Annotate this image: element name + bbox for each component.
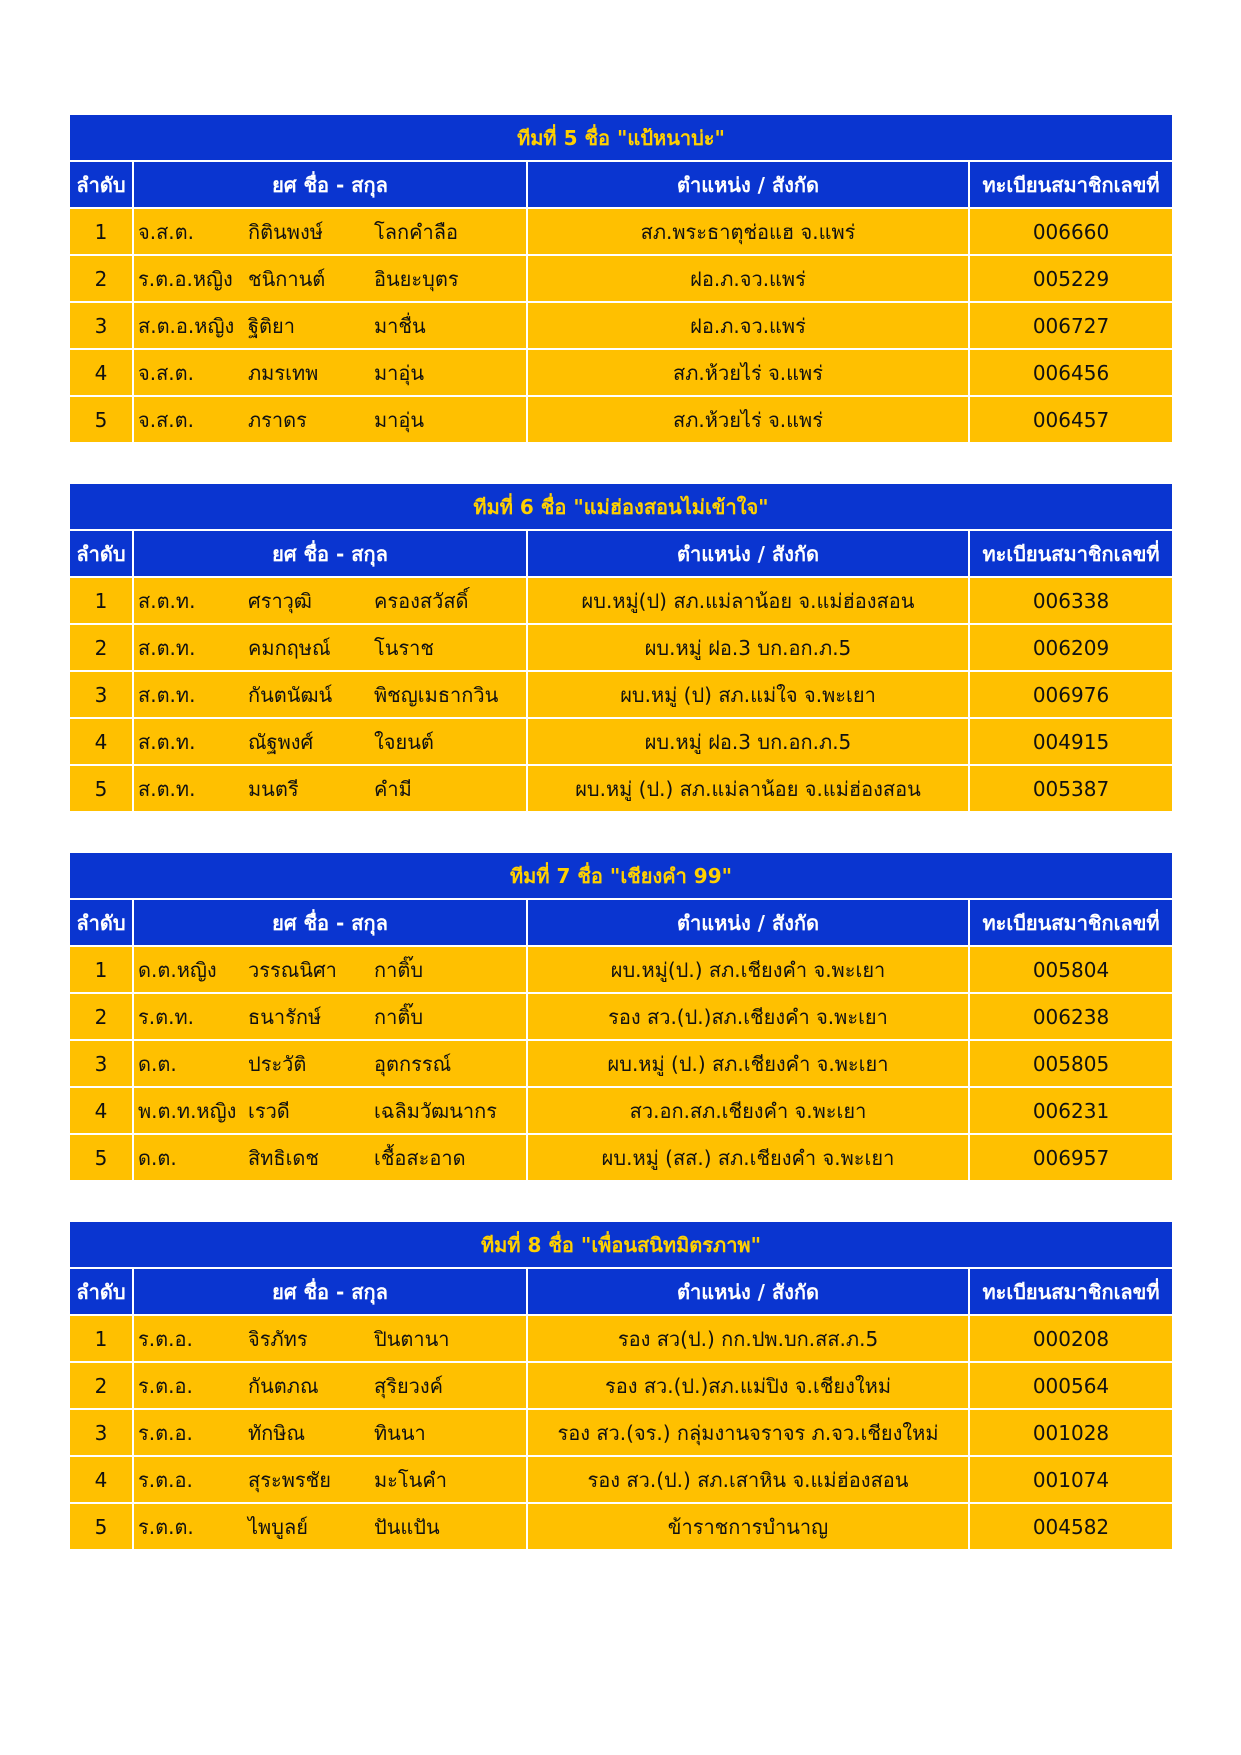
team-title: ทีมที่ 6 ชื่อ "แม่ฮ่องสอนไม่เข้าใจ" <box>69 483 1173 530</box>
first-name: กันตภณ <box>248 1373 319 1398</box>
table-row <box>69 255 1173 302</box>
first-name: ภราดร <box>248 407 307 432</box>
rank: ร.ต.อ. <box>138 1326 193 1351</box>
row-name <box>133 349 527 396</box>
row-no: 4 <box>69 718 133 765</box>
table-row <box>69 1503 1173 1550</box>
row-name <box>133 396 527 443</box>
table-row <box>69 765 1173 812</box>
row-no: 4 <box>69 1456 133 1503</box>
header-no: ลำดับ <box>69 161 133 208</box>
row-member: 005387 <box>969 765 1173 812</box>
row-position: ผบ.หมู่ (ป.) สภ.แม่ลาน้อย จ.แม่ฮ่องสอน <box>527 765 969 812</box>
row-position: ผบ.หมู่ (สส.) สภ.เชียงคำ จ.พะเยา <box>527 1134 969 1181</box>
row-member: 006727 <box>969 302 1173 349</box>
last-name: ปันแปัน <box>374 1514 440 1539</box>
row-no: 1 <box>69 946 133 993</box>
team-title: ทีมที่ 8 ชื่อ "เพื่อนสนิทมิตรภาพ" <box>69 1221 1173 1268</box>
table-row <box>69 718 1173 765</box>
table-row <box>69 1087 1173 1134</box>
last-name: มาอุ่น <box>374 360 425 385</box>
rank: ส.ต.ท. <box>138 729 196 754</box>
first-name: สุระพรชัย <box>248 1467 331 1492</box>
row-no: 4 <box>69 349 133 396</box>
table-row <box>69 1362 1173 1409</box>
first-name: เรวดี <box>248 1098 290 1123</box>
row-name <box>133 1362 527 1409</box>
row-position: รอง สว.(ป.)สภ.แม่ปิง จ.เชียงใหม่ <box>527 1362 969 1409</box>
row-no: 1 <box>69 1315 133 1362</box>
row-name <box>133 718 527 765</box>
row-member: 005229 <box>969 255 1173 302</box>
table-row <box>69 624 1173 671</box>
first-name: กิตินพงษ์ <box>248 219 323 244</box>
table-row <box>69 396 1173 443</box>
row-member: 006457 <box>969 396 1173 443</box>
header-member: ทะเบียนสมาชิกเลขที่ <box>969 899 1173 946</box>
table-row <box>69 208 1173 255</box>
last-name: ใจยนต์ <box>374 729 434 754</box>
row-member: 006456 <box>969 349 1173 396</box>
row-position: รอง สว.(จร.) กลุ่มงานจราจร ภ.จว.เชียงใหม่ <box>527 1409 969 1456</box>
first-name: ภมรเทพ <box>248 360 319 385</box>
rank: ส.ต.ท. <box>138 635 196 660</box>
last-name: โนราช <box>374 635 434 660</box>
rank: ร.ต.อ. <box>138 1467 193 1492</box>
row-position: ฝอ.ภ.จว.แพร่ <box>527 302 969 349</box>
row-no: 1 <box>69 577 133 624</box>
first-name: ณัฐพงศ์ <box>248 729 314 754</box>
header-name: ยศ ชื่อ - สกุล <box>133 530 527 577</box>
header-position: ตำแหน่ง / สังกัด <box>527 1268 969 1315</box>
row-name <box>133 208 527 255</box>
row-no: 5 <box>69 396 133 443</box>
row-member: 005804 <box>969 946 1173 993</box>
first-name: ประวัติ <box>248 1051 307 1076</box>
row-member: 000208 <box>969 1315 1173 1362</box>
table-row <box>69 1315 1173 1362</box>
row-member: 006209 <box>969 624 1173 671</box>
row-member: 006338 <box>969 577 1173 624</box>
last-name: โลกคำลือ <box>374 219 458 244</box>
row-member: 001028 <box>969 1409 1173 1456</box>
first-name: ฐิติยา <box>248 313 295 338</box>
row-name <box>133 302 527 349</box>
last-name: สุริยวงค์ <box>374 1373 444 1398</box>
rank: จ.ส.ต. <box>138 219 194 244</box>
row-member: 004915 <box>969 718 1173 765</box>
first-name: ศราวุฒิ <box>248 588 312 613</box>
table-row <box>69 671 1173 718</box>
header-no: ลำดับ <box>69 899 133 946</box>
rank: ส.ต.อ.หญิง <box>138 313 235 338</box>
row-position: ฝอ.ภ.จว.แพร่ <box>527 255 969 302</box>
table-row <box>69 1456 1173 1503</box>
last-name: พิชญเมธากวิน <box>374 682 499 707</box>
rank: ร.ต.อ. <box>138 1373 193 1398</box>
table-row <box>69 1134 1173 1181</box>
rank: ร.ต.อ. <box>138 1420 193 1445</box>
first-name: คมกฤษณ์ <box>248 635 331 660</box>
row-position: ผบ.หมู่ ฝอ.3 บก.อก.ภ.5 <box>527 624 969 671</box>
team-title: ทีมที่ 5 ชื่อ "แป้หนาบ่ะ" <box>69 114 1173 161</box>
team-table-8 <box>68 1220 1174 1551</box>
first-name: มนตรี <box>248 776 299 801</box>
row-no: 5 <box>69 1503 133 1550</box>
row-no: 3 <box>69 1409 133 1456</box>
first-name: สิทธิเดช <box>248 1145 319 1170</box>
row-member: 000564 <box>969 1362 1173 1409</box>
header-member: ทะเบียนสมาชิกเลขที่ <box>969 161 1173 208</box>
rank: ร.ต.ท. <box>138 1004 194 1029</box>
table-row <box>69 1040 1173 1087</box>
team-table-6 <box>68 482 1174 813</box>
row-position: รอง สว(ป.) กก.ปพ.บก.สส.ภ.5 <box>527 1315 969 1362</box>
row-position: ผบ.หมู่(ป.) สภ.เชียงคำ จ.พะเยา <box>527 946 969 993</box>
last-name: มะโนคำ <box>374 1467 447 1492</box>
row-no: 3 <box>69 302 133 349</box>
last-name: กาติ๊บ <box>374 1004 424 1029</box>
rank: ด.ต.หญิง <box>138 957 217 982</box>
first-name: ธนารักษ์ <box>248 1004 322 1029</box>
row-member: 004582 <box>969 1503 1173 1550</box>
row-member: 006957 <box>969 1134 1173 1181</box>
row-member: 001074 <box>969 1456 1173 1503</box>
header-no: ลำดับ <box>69 530 133 577</box>
table-row <box>69 1409 1173 1456</box>
last-name: อุตกรรณ์ <box>374 1051 452 1076</box>
last-name: ทินนา <box>374 1420 426 1445</box>
table-row <box>69 349 1173 396</box>
rank: ส.ต.ท. <box>138 588 196 613</box>
first-name: วรรณนิศา <box>248 957 337 982</box>
row-position: รอง สว.(ป.)สภ.เชียงคำ จ.พะเยา <box>527 993 969 1040</box>
row-position: ผบ.หมู่(ป) สภ.แม่ลาน้อย จ.แม่ฮ่องสอน <box>527 577 969 624</box>
table-row <box>69 302 1173 349</box>
first-name: ทักษิณ <box>248 1420 306 1445</box>
row-position: สภ.ห้วยไร่ จ.แพร่ <box>527 349 969 396</box>
row-name <box>133 946 527 993</box>
row-no: 2 <box>69 255 133 302</box>
rank: ส.ต.ท. <box>138 776 196 801</box>
rank: จ.ส.ต. <box>138 360 194 385</box>
header-member: ทะเบียนสมาชิกเลขที่ <box>969 530 1173 577</box>
last-name: อินยะบุตร <box>374 266 459 291</box>
row-position: สภ.พระธาตุช่อแฮ จ.แพร่ <box>527 208 969 255</box>
row-no: 1 <box>69 208 133 255</box>
row-name <box>133 993 527 1040</box>
first-name: ชนิกานต์ <box>248 266 326 291</box>
header-no: ลำดับ <box>69 1268 133 1315</box>
last-name: เฉลิมวัฒนากร <box>374 1098 497 1123</box>
row-member: 006976 <box>969 671 1173 718</box>
header-position: ตำแหน่ง / สังกัด <box>527 899 969 946</box>
row-position: ผบ.หมู่ ฝอ.3 บก.อก.ภ.5 <box>527 718 969 765</box>
row-name <box>133 577 527 624</box>
header-name: ยศ ชื่อ - สกุล <box>133 1268 527 1315</box>
table-row <box>69 946 1173 993</box>
last-name: เชื้อสะอาด <box>374 1145 466 1170</box>
row-name <box>133 624 527 671</box>
last-name: คำมี <box>374 776 412 801</box>
row-position: ผบ.หมู่ (ป) สภ.แม่ใจ จ.พะเยา <box>527 671 969 718</box>
row-name <box>133 671 527 718</box>
header-position: ตำแหน่ง / สังกัด <box>527 530 969 577</box>
row-name <box>133 1409 527 1456</box>
last-name: ปินตานา <box>374 1326 450 1351</box>
row-member: 006660 <box>969 208 1173 255</box>
table-row <box>69 993 1173 1040</box>
last-name: มาชื่น <box>374 313 426 338</box>
first-name: ไพบูลย์ <box>248 1514 308 1539</box>
row-name <box>133 255 527 302</box>
header-name: ยศ ชื่อ - สกุล <box>133 161 527 208</box>
last-name: กาติ๊บ <box>374 957 424 982</box>
row-no: 2 <box>69 993 133 1040</box>
header-position: ตำแหน่ง / สังกัด <box>527 161 969 208</box>
last-name: ครองสวัสดิ์ <box>374 588 469 613</box>
row-name <box>133 1315 527 1362</box>
team-table-5 <box>68 113 1174 444</box>
rank: ด.ต. <box>138 1051 177 1076</box>
row-name <box>133 1087 527 1134</box>
table-row <box>69 577 1173 624</box>
rank: ส.ต.ท. <box>138 682 196 707</box>
rank: ร.ต.อ.หญิง <box>138 266 233 291</box>
last-name: มาอุ่น <box>374 407 425 432</box>
row-position: รอง สว.(ป.) สภ.เสาหิน จ.แม่ฮ่องสอน <box>527 1456 969 1503</box>
row-no: 2 <box>69 624 133 671</box>
row-member: 005805 <box>969 1040 1173 1087</box>
row-no: 5 <box>69 1134 133 1181</box>
first-name: กันตนัฒน์ <box>248 682 333 707</box>
row-member: 006238 <box>969 993 1173 1040</box>
row-name <box>133 765 527 812</box>
row-position: ข้าราชการบำนาญ <box>527 1503 969 1550</box>
rank: ด.ต. <box>138 1145 177 1170</box>
row-no: 2 <box>69 1362 133 1409</box>
row-no: 3 <box>69 1040 133 1087</box>
rank: จ.ส.ต. <box>138 407 194 432</box>
row-no: 5 <box>69 765 133 812</box>
row-no: 4 <box>69 1087 133 1134</box>
header-name: ยศ ชื่อ - สกุล <box>133 899 527 946</box>
rank: พ.ต.ท.หญิง <box>138 1098 237 1123</box>
row-no: 3 <box>69 671 133 718</box>
row-name <box>133 1456 527 1503</box>
team-title: ทีมที่ 7 ชื่อ "เชียงคำ 99" <box>69 852 1173 899</box>
team-table-7 <box>68 851 1174 1182</box>
first-name: จิรภัทร <box>248 1326 308 1351</box>
row-name <box>133 1503 527 1550</box>
row-position: ผบ.หมู่ (ป.) สภ.เชียงคำ จ.พะเยา <box>527 1040 969 1087</box>
row-name <box>133 1134 527 1181</box>
rank: ร.ต.ต. <box>138 1514 194 1539</box>
row-member: 006231 <box>969 1087 1173 1134</box>
row-position: สภ.ห้วยไร่ จ.แพร่ <box>527 396 969 443</box>
row-position: สว.อก.สภ.เชียงคำ จ.พะเยา <box>527 1087 969 1134</box>
row-name <box>133 1040 527 1087</box>
header-member: ทะเบียนสมาชิกเลขที่ <box>969 1268 1173 1315</box>
